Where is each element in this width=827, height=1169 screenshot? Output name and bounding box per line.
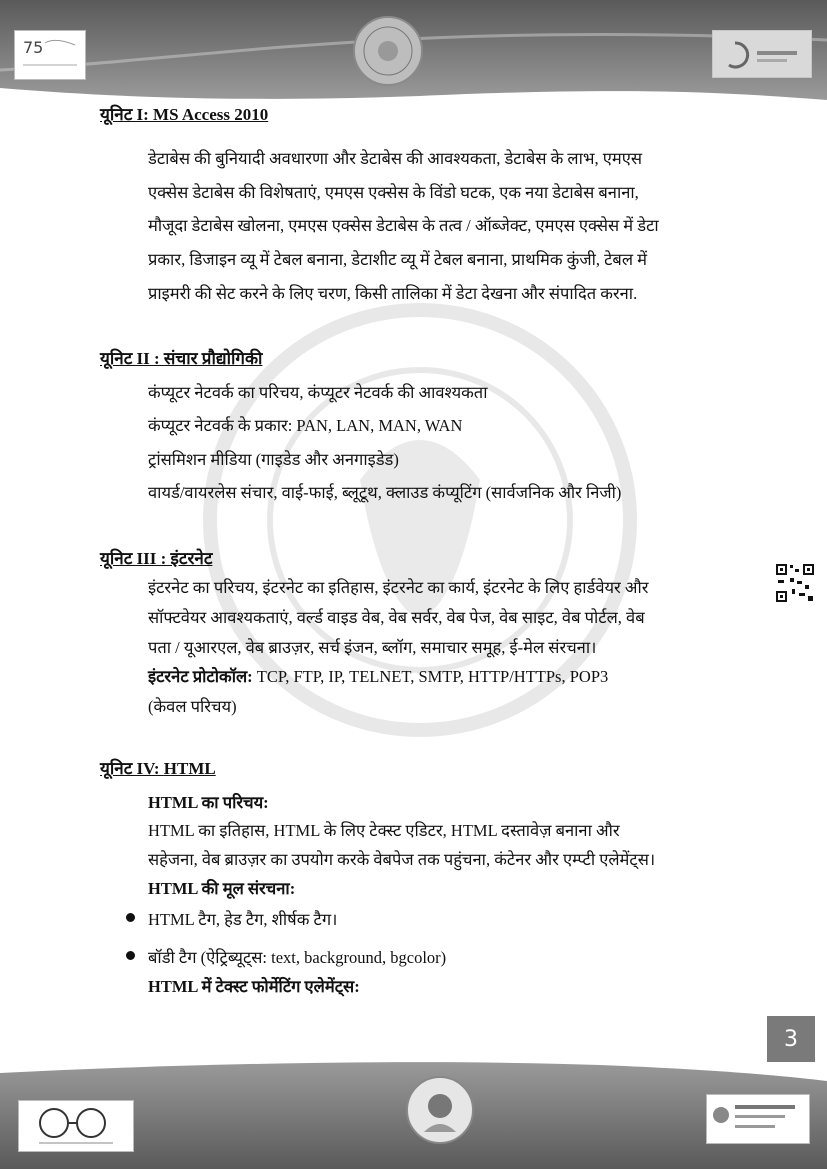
beti-padhao-logo-icon (406, 1076, 474, 1144)
html-bullet-item: बॉडी टैग (ऐट्रिब्यूट्स: text, background, bgcolor) (148, 948, 447, 967)
html-formatting-heading: HTML में टेक्स्ट फोर्मेटिंग एलेमेंट्स: (148, 977, 360, 996)
unit-3-line: सॉफ्टवेयर आवश्यकताएं, वर्ल्ड वाइड वेब, वेब सर्वर, वेब पेज, वेब साइट, वेब पोर्टल, वेब (148, 608, 645, 627)
html-bullet-item: HTML टैग, हेड टैग, शीर्षक टैग। (148, 910, 338, 929)
bullet-icon (126, 913, 135, 922)
swachh-bharat-logo-icon (18, 1100, 134, 1152)
unit-1-line: एक्सेस डेटाबेस की विशेषताएं, एमएस एक्सेस के विंडो घटक, एक नया डेटाबेस बनाना, (148, 183, 639, 202)
html-intro-heading: HTML का परिचय: (148, 793, 269, 812)
unit-3-protocol-line (148, 664, 608, 687)
unit-2-line: ट्रांसमिशन मीडिया (गाइडेड और अनगाइडेड) (148, 450, 399, 469)
unit-1-line: प्राइमरी की सेट करने के लिए चरण, किसी तालिका में डेटा देखना और संपादित करना. (148, 284, 638, 303)
shiksha-adhikar-logo-icon (706, 1094, 810, 1144)
unit-3-title: यूनिट III : इंटरनेट (100, 549, 213, 568)
protocol-text: TCP, FTP, IP, TELNET, SMTP, HTTP/HTTPs, POP3 (252, 667, 609, 686)
digital-india-logo-icon (712, 30, 812, 78)
unit-3-line: पता / यूआरएल, वेब ब्राउज़र, सर्च इंजन, ब्लॉग, समाचार समूह, ई-मेल संरचना। (148, 638, 597, 657)
unit-2-line: कंप्यूटर नेटवर्क का परिचय, कंप्यूटर नेटवर्क की आवश्यकता (148, 383, 488, 402)
unit-4-title-prefix: यूनिट IV: (100, 759, 160, 778)
qr-code-icon[interactable] (775, 563, 815, 603)
unit-1-line: प्रकार, डिजाइन व्यू में टेबल बनाना, डेटाशीट व्यू में टेबल बनाना, प्राथमिक कुंजी, टेबल में (148, 250, 648, 269)
unit-3-line: इंटरनेट का परिचय, इंटरनेट का इतिहास, इंटरनेट का कार्य, इंटरनेट के लिए हार्डवेयर और (148, 578, 649, 597)
unit-4-title-main: HTML (163, 759, 216, 778)
html-structure-heading: HTML की मूल संरचना: (148, 879, 296, 898)
page-number: 3 (767, 1016, 815, 1062)
html-intro-line: सहेजना, वेब ब्राउज़र का उपयोग करके वेबपेज तक पहुंचना, कंटेनर और एम्प्टी एलेमेंट्स। (148, 850, 656, 869)
bullet-icon (126, 951, 135, 960)
unit-2-line: कंप्यूटर नेटवर्क के प्रकार: PAN, LAN, MAN, WAN (148, 416, 463, 435)
unit-3-protocol-note: (केवल परिचय) (148, 697, 237, 716)
unit-1-line: डेटाबेस की बुनियादी अवधारणा और डेटाबेस की आवश्यकता, डेटाबेस के लाभ, एमएस (148, 149, 642, 168)
unit-4-title (100, 756, 216, 779)
board-seal-icon (353, 16, 423, 86)
protocol-label: इंटरनेट प्रोटोकॉल: (148, 667, 253, 686)
unit-2-line: वायर्ड/वायरलेस संचार, वाई-फाई, ब्लूटूथ, क्लाउड कंप्यूटिंग (सार्वजनिक और निजी) (148, 483, 622, 502)
unit-2-title: यूनिट II : संचार प्रौद्योगिकी (100, 349, 263, 368)
unit-1-line: मौजूदा डेटाबेस खोलना, एमएस एक्सेस डेटाबेस के तत्व / ऑब्जेक्ट, एमएस एक्सेस में डेटा (148, 216, 659, 235)
azadi-logo-icon (14, 30, 86, 80)
svg-text:75: 75 (23, 38, 44, 57)
html-intro-line: HTML का इतिहास, HTML के लिए टेक्स्ट एडिटर, HTML दस्तावेज़ बनाना और (148, 821, 620, 840)
unit-1-title: यूनिट I: MS Access 2010 (100, 105, 269, 124)
